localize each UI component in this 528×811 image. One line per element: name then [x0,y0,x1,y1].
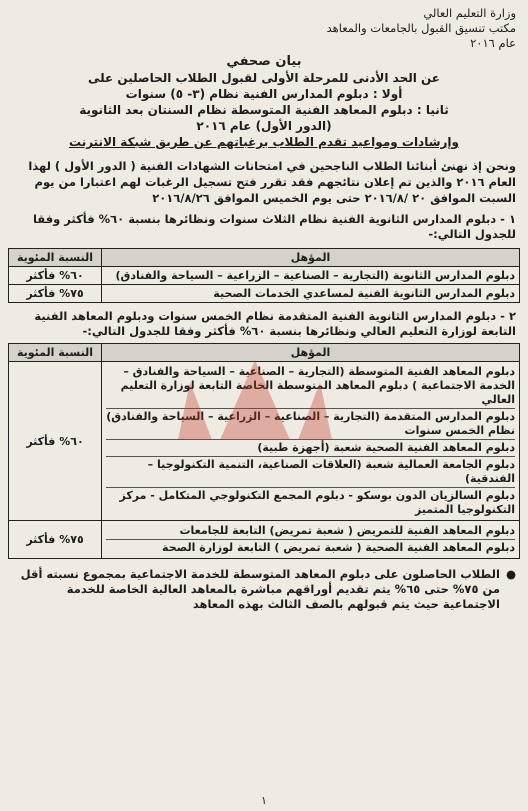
qualification-line: دبلوم الجامعة العمالية شعبة (العلاقات الصناعية، التنمية التكنولوجيا – الفندقية) [106,457,515,488]
header-qualification: المؤهل [102,344,520,362]
section-1-label: ١ - دبلوم المدارس الثانوية الفنية نظام الثلاث سنوات ونظائرها بنسبة ٦٠% فأكثر وفقا للجدول التالي:- [32,212,516,241]
qualification-group-1 [102,362,520,521]
press-release-title: بيان صحفي [226,54,302,69]
table-header-row [9,249,520,267]
qualification-line: دبلوم المعاهد الفنية للتمريض ( شعبة تمريض) التابعة للجامعات [106,523,515,540]
bullet-text: الطلاب الحاصلون على دبلوم المعاهد المتوسطة للخدمة الاجتماعية بمجموع نسبته أقل من ٧٥% حتى ٦٥% يتم تقديم أوراقهم مباشرة بالمعاهد العالية الخاصة للخدمة الاجتماعية حيث يتم قبولهم بالصف الثالث بهذه المعاهد [20,567,500,611]
ministry-header [8,6,520,51]
qualification-group-2 [102,521,520,559]
title-line-1: عن الحد الأدنى للمرحلة الأولى لقبول الطلاب الحاصلين على [87,71,441,85]
bullet-note [12,567,516,612]
bullet-icon: ● [505,567,516,581]
qualification-line: دبلوم السالزيان الدون بوسكو - دبلوم المجمع التكنولوجي المتكامل - مركز التكنولوجيا المتميز [119,489,515,516]
title-block [8,53,520,150]
header-percentage: النسبة المئوية [9,344,102,362]
percentage-cell: ٧٥% فأكثر [9,285,102,303]
table-row [9,285,520,303]
header-qualification: المؤهل [102,249,520,267]
title-line-2: أولا : دبلوم المدارس الفنية نظام (٣- ٥) سنوات [125,87,403,101]
title-line-4: (الدور الأول) عام ٢٠١٦ [196,119,332,133]
qualification-line: دبلوم المدارس المتقدمة (التجارية – الصناعية – الزراعية – السياحة والفنادق) نظام الخمس سنوات [106,409,515,440]
qualification-line: دبلوم المعاهد الفنية الصحية ( شعبة تمريض ) التابعة لوزارة الصحة [162,541,515,554]
qualification-cell: دبلوم المدارس الثانوية الفنية لمساعدي الخدمات الصحية [102,285,520,303]
page-number: ١ [261,794,267,807]
section-2-table [8,343,520,559]
percentage-cell: ٦٠% فأكثر [9,362,102,521]
qualification-line: دبلوم المعاهد الفنية المتوسطة (التجارية – الصناعية – السياحة والفنادق – الخدمة الاجتماعية ) دبلوم المعاهد المتوسطة الخاصة التابعة لوزارة التعليم العالي [106,364,515,409]
percentage-cell: ٦٠% فأكثر [9,267,102,285]
intro-paragraph: ونحن إذ نهنئ أبنائنا الطلاب الناجحين في امتحانات الشهادات الفنية ( الدور الأول ) لهذا العام ٢٠١٦ والذين تم إعلان نتائجهم فقد تقرر فتح تسجيل الرغبات لهم اعتبارا من يوم السبت الموافق ٢٠ /٢٠١٦/٨ حتى يوم الخميس الموافق ٢٠١٦/٨/٢٦ [28,159,516,205]
qualification-line: دبلوم المعاهد الفنية الصحية شعبة (أجهزة طبية) [106,440,515,457]
percentage-cell: ٧٥% فأكثر [9,521,102,559]
section-1-table [8,248,520,303]
ministry-name: وزارة التعليم العالي [423,6,516,20]
year-line: عام ٢٠١٦ [470,36,516,50]
office-name: مكتب تنسيق القبول بالجامعات والمعاهد [326,21,516,35]
header-percentage: النسبة المئوية [9,249,102,267]
title-line-5: وإرشادات ومواعيد تقدم الطلاب برغباتهم عن طريق شبكة الانترنت [68,135,460,149]
section-2-label: ٢ - دبلوم المدارس الثانوية الفنية المتقدمة نظام الخمس سنوات ودبلوم المعاهد الفنية التابعة لوزارة التعليم العالي ونظائرها بنسبة ٦٠% فأكثر وفقا للجدول التالي:- [34,309,516,338]
table-row [9,362,520,521]
qualification-cell: دبلوم المدارس الثانوية (التجارية – الصناعية – الزراعية – السياحة والفنادق) [102,267,520,285]
table-header-row [9,344,520,362]
table-row [9,521,520,559]
title-line-3: ثانيا : دبلوم المعاهد الفنية المتوسطة نظام السنتان بعد الثانوية [79,103,449,117]
table-row [9,267,520,285]
